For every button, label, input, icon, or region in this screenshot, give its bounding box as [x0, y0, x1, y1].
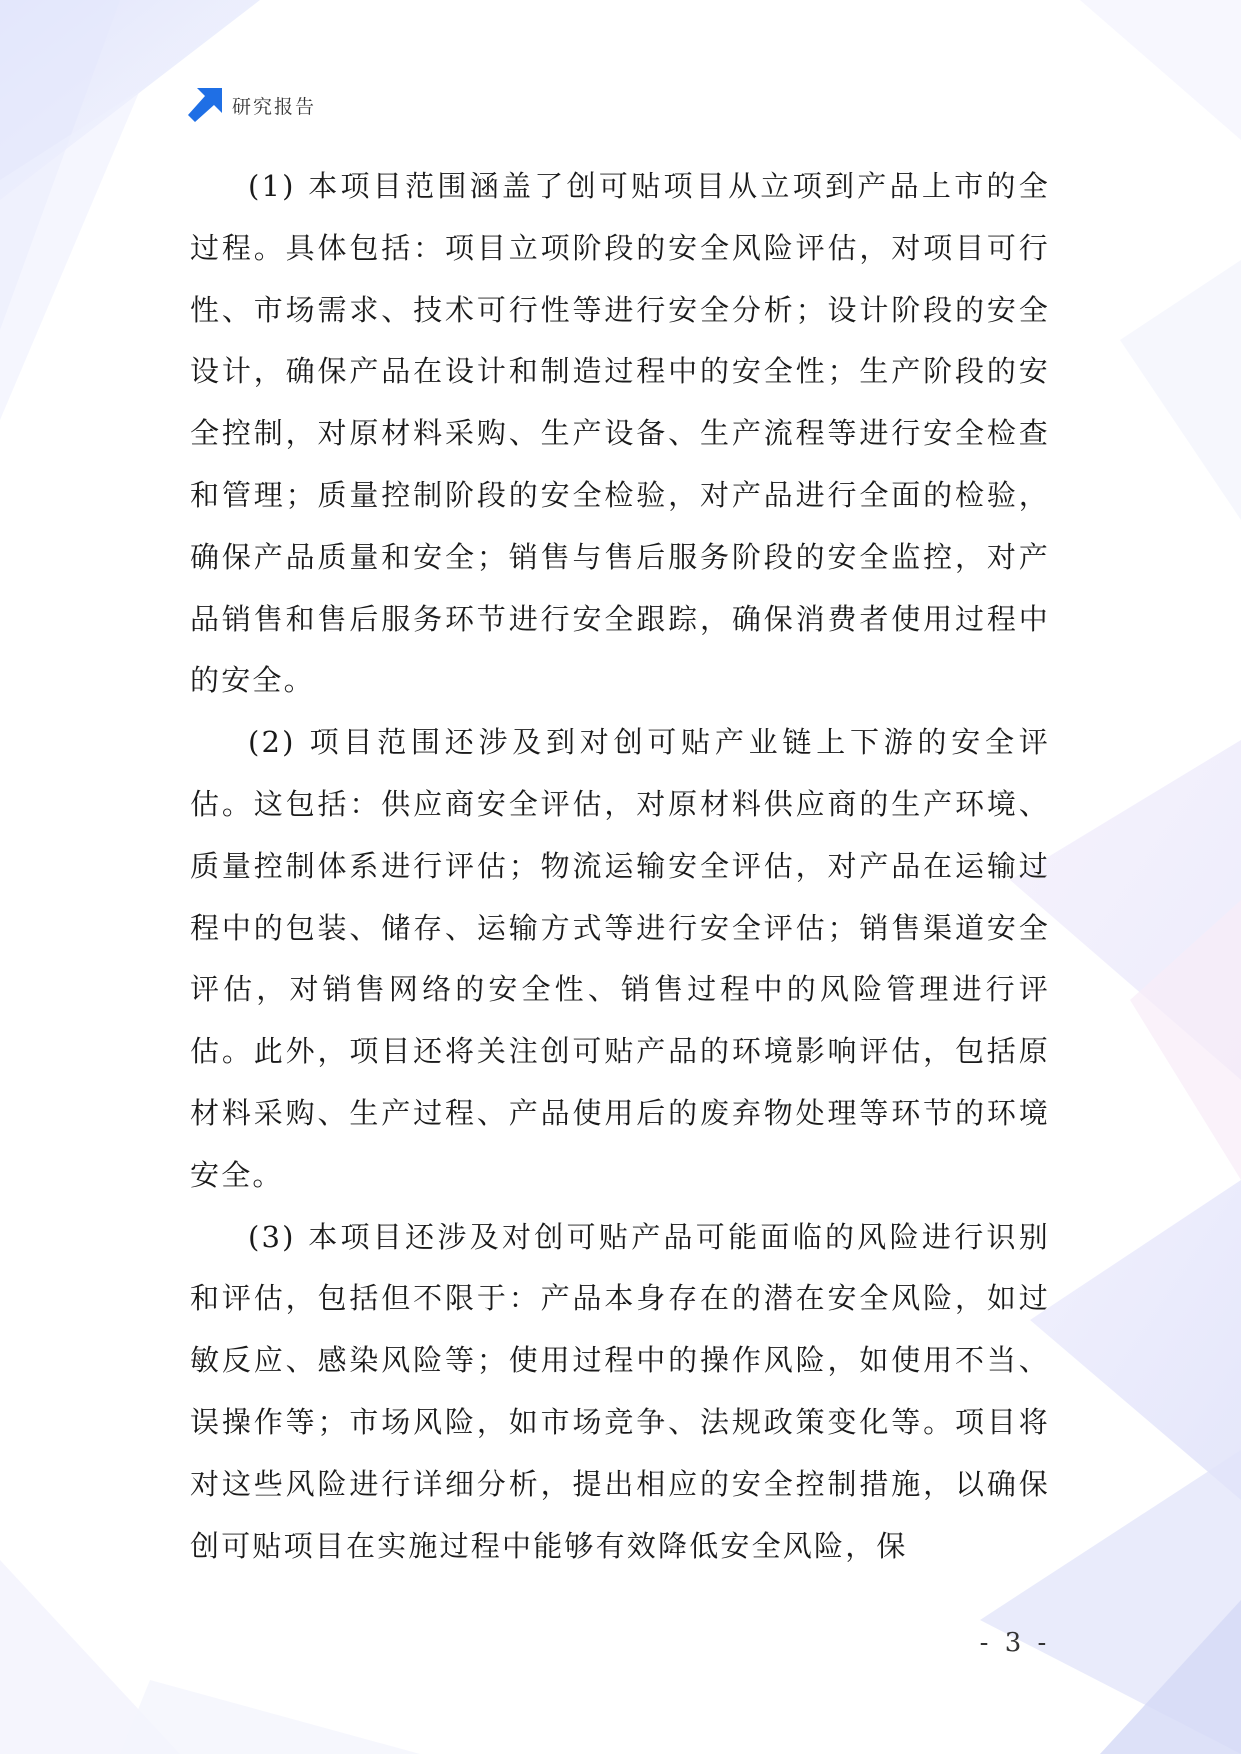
header-title: 研究报告 [232, 95, 317, 118]
paragraph-2: (2) 项目范围还涉及到对创可贴产业链上下游的安全评估。这包括：供应商安全评估，对原材料供应商的生产环境、质量控制体系进行评估；物流运输安全评估，对产品在运输过程中的包装、储存、运输方式等进行安全评估；销售渠道安全评估，对销售网络的安全性、销售过程中的风险管理进行评估。此外，项目还将关注创可贴产品的环境影响评估，包括原材料采购、生产过程、产品使用后的废弃物处理等环节的环境安全。 [190, 725, 1050, 1192]
page-number: - 3 - [979, 1628, 1051, 1658]
paragraph-3: (3) 本项目还涉及对创可贴产品可能面临的风险进行识别和评估，包括但不限于：产品本身存在的潜在安全风险，如过敏反应、感染风险等；使用过程中的操作风险，如使用不当、误操作等；市场风险，如市场竞争、法规政策变化等。项目将对这些风险进行详细分析，提出相应的安全控制措施，以确保创可贴项目在实施过程中能够有效降低安全风险，保 [190, 1219, 1050, 1563]
document-body [190, 156, 1050, 1577]
arrow-up-right-icon [188, 88, 222, 122]
report-header [188, 88, 316, 122]
paragraph-1: (1) 本项目范围涵盖了创可贴项目从立项到产品上市的全过程。具体包括：项目立项阶段的安全风险评估，对项目可行性、市场需求、技术可行性等进行安全分析；设计阶段的安全设计，确保产品在设计和制造过程中的安全性；生产阶段的安全控制，对原材料采购、生产设备、生产流程等进行安全检查和管理；质量控制阶段的安全检验，对产品进行全面的检验，确保产品质量和安全；销售与售后服务阶段的安全监控，对产品销售和售后服务环节进行安全跟踪，确保消费者使用过程中的安全。 [190, 169, 1050, 698]
